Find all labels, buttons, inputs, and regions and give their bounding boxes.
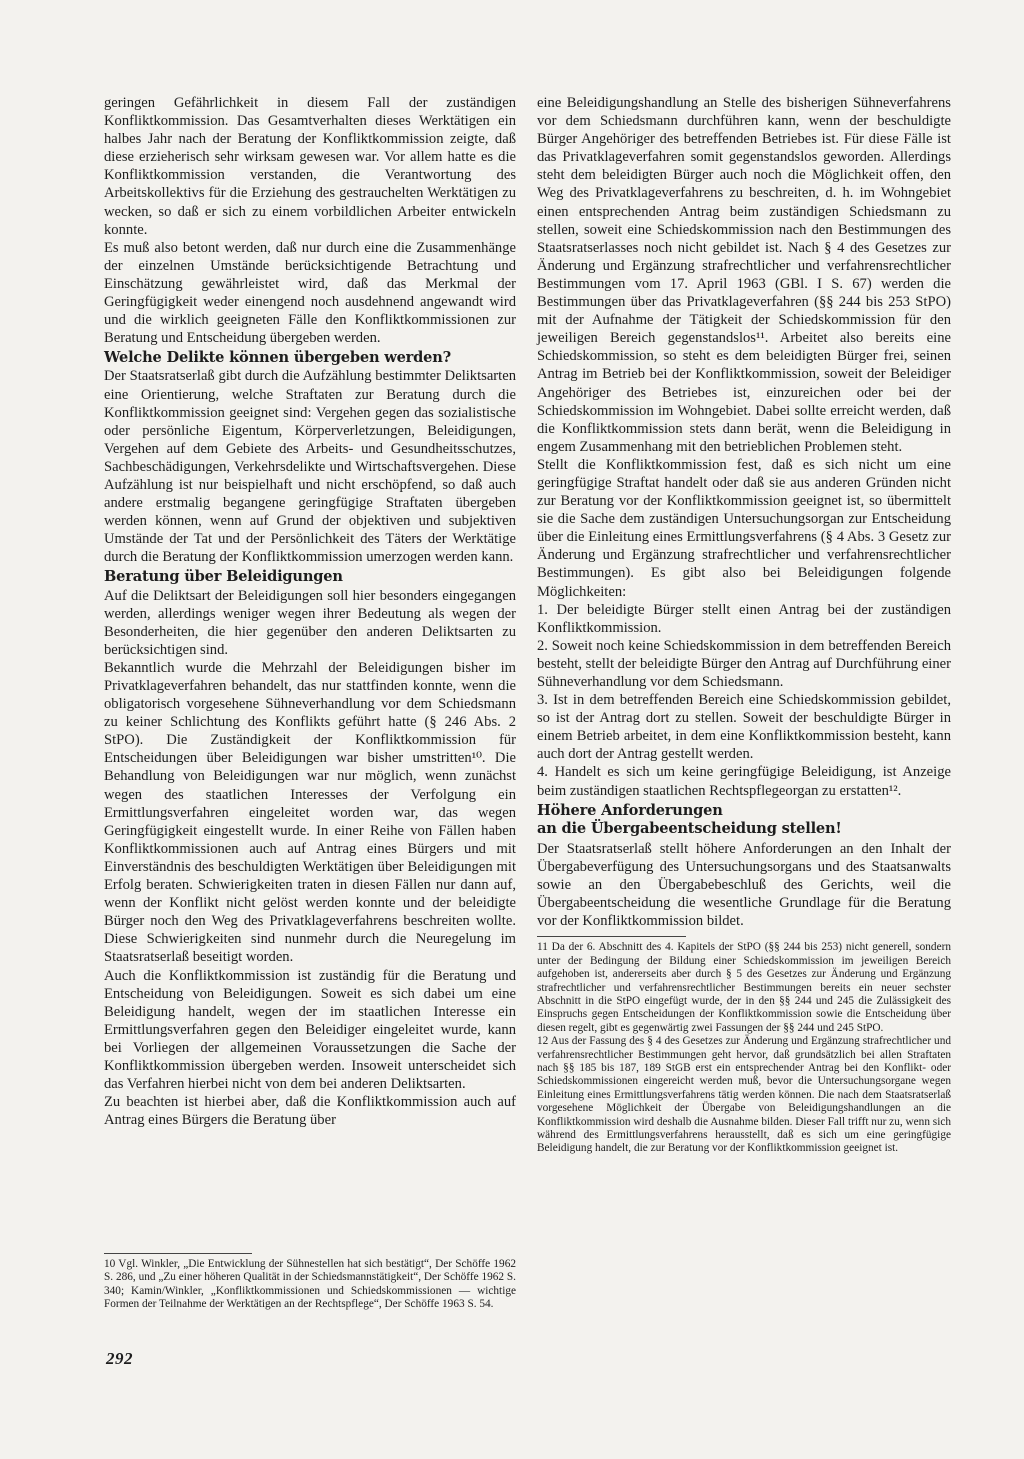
right-paragraph-3: Der Staatsratserlaß stellt höhere Anforderungen an den Inhalt der Übergabeverfügung des Untersuchungsorgans und des Staatsanwalts sowie an den Übergabebeschluß des Gerichts, weil die Übergabeentscheidung die wesentliche Grundlage für die Beratung vor der Konfliktkommission bildet.	[537, 840, 951, 930]
right-paragraph-2: Stellt die Konfliktkommission fest, daß es sich nicht um eine geringfügige Straftat handelt oder daß sie aus anderen Gründen nicht zur Beratung vor der Konfliktkommission geeignet ist, so übermittelt sie die Sache dem zuständigen Untersuchungsorgan zur Entscheidung über die Einleitung eines Ermittlungsverfahrens (§ 4 Abs. 3 Gesetz zur Änderung und Ergänzung strafrechtlicher und verfahrensrechtlicher Bestimmungen). Es gibt also bei Beleidigungen folgende Möglichkeiten:	[537, 456, 951, 600]
list-item: 4. Handelt es sich um keine geringfügige Beleidigung, ist Anzeige beim zuständigen staatlichen Rechtspflegeorgan zu erstatten¹².	[537, 764, 951, 799]
heading-anforderungen-line1: Höhere Anforderungen	[537, 801, 723, 819]
footnote-11: 11 Da der 6. Abschnitt des 4. Kapitels der StPO (§§ 244 bis 253) nicht generell, sondern unter der Bedingung der Bildung einer Schiedskommission im jeweiligen Bereich aufgehoben ist, andererseits aber durch § 5 des Gesetzes zur Änderung und Ergänzung strafrechtlicher und verfahrensrechtlicher Bestimmungen bereits ein neuer sechster Abschnitt in die StPO eingefügt wurde, der in den §§ 244 und 245 die Zulässigkeit des Einspruchs gegen Entscheidungen der Konfliktkommission sowie die Entscheidung über diesen regelt, gibt es gegenwärtig zwei Fassungen der §§ 244 und 245 StPO.	[537, 941, 951, 1034]
footnote-10: 10 Vgl. Winkler, „Die Entwicklung der Sühnestellen hat sich bestätigt“, Der Schöffe 1962 S. 286, und „Zu einer höheren Qualität in der Schiedsmannstätigkeit“, Der Schöffe 1962 S. 340; Kamin/Winkler, „Konfliktkommissionen und Schiedskommissionen — wichtige Formen der Teilnahme der Werktätigen an der Rechtspflege“, Der Schöffe 1963 S. 54.	[104, 1258, 516, 1311]
left-paragraph-1: geringen Gefährlichkeit in diesem Fall der zuständigen Konfliktkommission. Das Gesamtverhalten dieses Werktätigen ein halbes Jahr nach der Beratung der Konfliktkommission zeigte, daß diese erzieherisch sehr wirksam gewesen war. Vor allem hatte es die Konfliktkommission verstanden, die Verantwortung des Arbeitskollektivs für die Erziehung des gestrauchelten Werktätigen zu wecken, so daß er sich zu einem vorbildlichen Arbeiter entwickeln konnte.	[104, 95, 516, 238]
list-item: 3. Ist in dem betreffenden Bereich eine Schiedskommission gebildet, so ist der Antrag dort zu stellen. Soweit der beschuldigte Bürger in einem Betrieb arbeitet, in dem eine Konfliktkommission besteht, kann auch dort der Antrag gestellt werden.	[537, 692, 951, 763]
right-paragraph-1: eine Beleidigungshandlung an Stelle des bisherigen Sühneverfahrens vor dem Schiedsmann durchführen kann, wenn der beschuldigte Bürger Angehöriger des betreffenden Betriebes ist. Für diese Fälle ist das Privatklageverfahren somit gegenstandslos geworden. Allerdings steht dem beleidigten Bürger auch noch die Möglichkeit offen, den Weg des Privatklageverfahrens zu beschreiten, d. h. im Wohngebiet einen entsprechenden Antrag beim zuständigen Schiedsmann zu stellen, soweit eine Schiedskommission nach den Bestimmungen des Staatsratserlasses noch nicht gebildet ist. Nach § 4 des Gesetzes zur Änderung und Ergänzung strafrechtlicher und verfahrensrechtlicher Bestimmungen vom 17. April 1963 (GBl. I S. 67) werden die Bestimmungen über das Privatklageverfahren (§§ 244 bis 253 StPO) mit der Aufnahme der Tätigkeit der Schiedskommission für den jeweiligen Bereich gegenstandslos¹¹. Arbeitet also bereits eine Schiedskommission, so steht es dem beleidigten Bürger frei, seinen Antrag im Betrieb bei der Konfliktkommission, soweit der Beleidiger Angehöriger des Betriebes ist, einzureichen oder bei der Schiedskommission im Wohngebiet. Dabei sollte erreicht werden, daß die Konfliktkommission stets dann berät, wenn die Beleidigung in engem Zusammenhang mit den betrieblichen Problemen steht.	[537, 95, 951, 455]
heading-anforderungen-line2: an die Übergabeentscheidung stellen!	[537, 819, 842, 837]
left-paragraph-3: Der Staatsratserlaß gibt durch die Aufzählung bestimmter Deliktsarten eine Orientierung, welche Straftaten zur Beratung durch die Konfliktkommission geeignet sind: Vergehen gegen das sozialistische oder persönliche Eigentum, Körperverletzungen, Beleidigungen, Vergehen auf dem Gebiete des Arbeits- und Gesundheitsschutzes, Sachbeschädigungen, Verkehrsdelikte und Wirtschaftsvergehen. Diese Aufzählung ist nur beispielhaft und nicht erschöpfend, so daß auch andere erstmalig begangene geringfügige Straftaten übergeben werden können, wenn auf Grund der objektiven und subjektiven Umstände der Tat und der Persönlichkeit des Täters der Werktätige durch die Beratung der Konfliktkommission umerzogen werden kann.	[104, 368, 516, 566]
left-paragraph-2: Es muß also betont werden, daß nur durch eine die Zusammenhänge der einzelnen Umstände berücksichtigende Betrachtung und Einschätzung gewährleistet wird, daß das Merkmal der Geringfügigkeit weder einengend noch ausdehnend angewandt wird und die wirklich geeigneten Fälle den Konfliktkommissionen zur Beratung und Entscheidung übergeben werden.	[104, 239, 516, 347]
left-paragraph-7: Zu beachten ist hierbei aber, daß die Konfliktkommission auch auf Antrag eines Bürgers die Beratung über	[104, 1094, 516, 1129]
list-item: 2. Soweit noch keine Schiedskommission in dem betreffenden Bereich besteht, stellt der beleidigte Bürger den Antrag auf Durchführung einer Sühneverhandlung vor dem Schiedsmann.	[537, 637, 951, 690]
footnote-divider	[537, 936, 686, 937]
footnote-divider	[104, 1253, 252, 1254]
list-item: 1. Der beleidigte Bürger stellt einen Antrag bei der zuständigen Konfliktkommission.	[537, 601, 951, 636]
left-column	[104, 94, 516, 1129]
page-number: 292	[106, 1349, 133, 1368]
left-paragraph-6: Auch die Konfliktkommission ist zuständig für die Beratung und Entscheidung von Beleidigungen. Soweit es sich dabei um eine Beleidigung handelt, wegen der im staatlichen Interesse ein Ermittlungsverfahren gegen den Beleidiger eingeleitet wurde, kann bei Vorliegen der allgemeinen Voraussetzungen die Sache der Konfliktkommission übergeben werden. Insoweit unterscheidet sich das Verfahren hierbei nicht von dem bei anderen Deliktsarten.	[104, 967, 516, 1093]
heading-beleidigungen: Beratung über Beleidigungen	[104, 568, 343, 586]
right-column	[537, 94, 951, 1156]
heading-delikte: Welche Delikte können übergeben werden?	[104, 349, 452, 367]
left-paragraph-5: Bekanntlich wurde die Mehrzahl der Beleidigungen bisher im Privatklageverfahren behandelt, das nur stattfinden konnte, wenn die obligatorisch vorgesehene Sühneverhandlung vor dem Schiedsmann zu keiner Schlichtung des Konflikts geführt hatte (§ 246 Abs. 2 StPO). Die Zuständigkeit der Konfliktkommission für Entscheidungen über Beleidigungen war bisher umstritten¹⁰. Die Behandlung von Beleidigungen war nur möglich, wenn zunächst wegen des staatlichen Interesses der Verfolgung ein Ermittlungsverfahren eingeleitet worden war, das wegen Geringfügigkeit eingestellt wurde. In einer Reihe von Fällen haben Konfliktkommissionen auch auf Antrag eines Bürgers und mit Einverständnis des beschuldigten Werktätigen über Beleidigungen mit Erfolg beraten. Schwierigkeiten traten in diesen Fällen nur dann auf, wenn der Konflikt nicht gelöst werden konnte und der beleidigte Bürger noch den Weg des Privatklageverfahrens beschreiten wollte. Diese Schwierigkeiten sind nunmehr durch die Neuregelung im Staatsratserlaß beseitigt worden.	[104, 659, 516, 966]
footnote-12: 12 Aus der Fassung des § 4 des Gesetzes zur Änderung und Ergänzung strafrechtlicher und verfahrensrechtlicher Bestimmungen geht hervor, daß grundsätzlich bei allen Straftaten nach §§ 185 bis 187, 189 StGB erst ein entsprechender Antrag bei den Konflikt- oder Schiedskommissionen eingereicht werden muß, bevor die Untersuchungsorgane wegen Einleitung eines Ermittlungsverfahrens tätig werden können. Die nach dem Staatsratserlaß vorgesehene Möglichkeit der Übergabe von Beleidigungshandlungen an die Konfliktkommission wird deshalb die Ausnahme bilden. Dieser Fall trifft nur zu, wenn sich während des Ermittlungsverfahrens herausstellt, daß es sich um eine geringfügige Beleidigung handelt, die zur Beratung vor der Konfliktkommission geeignet ist.	[537, 1035, 951, 1155]
left-paragraph-4: Auf die Deliktsart der Beleidigungen soll hier besonders eingegangen werden, allerdings weniger wegen ihrer Bedeutung als wegen der Besonderheiten, die hier gegenüber den anderen Deliktsarten zu berücksichtigen sind.	[104, 587, 516, 658]
left-footnotes	[104, 1247, 516, 1312]
